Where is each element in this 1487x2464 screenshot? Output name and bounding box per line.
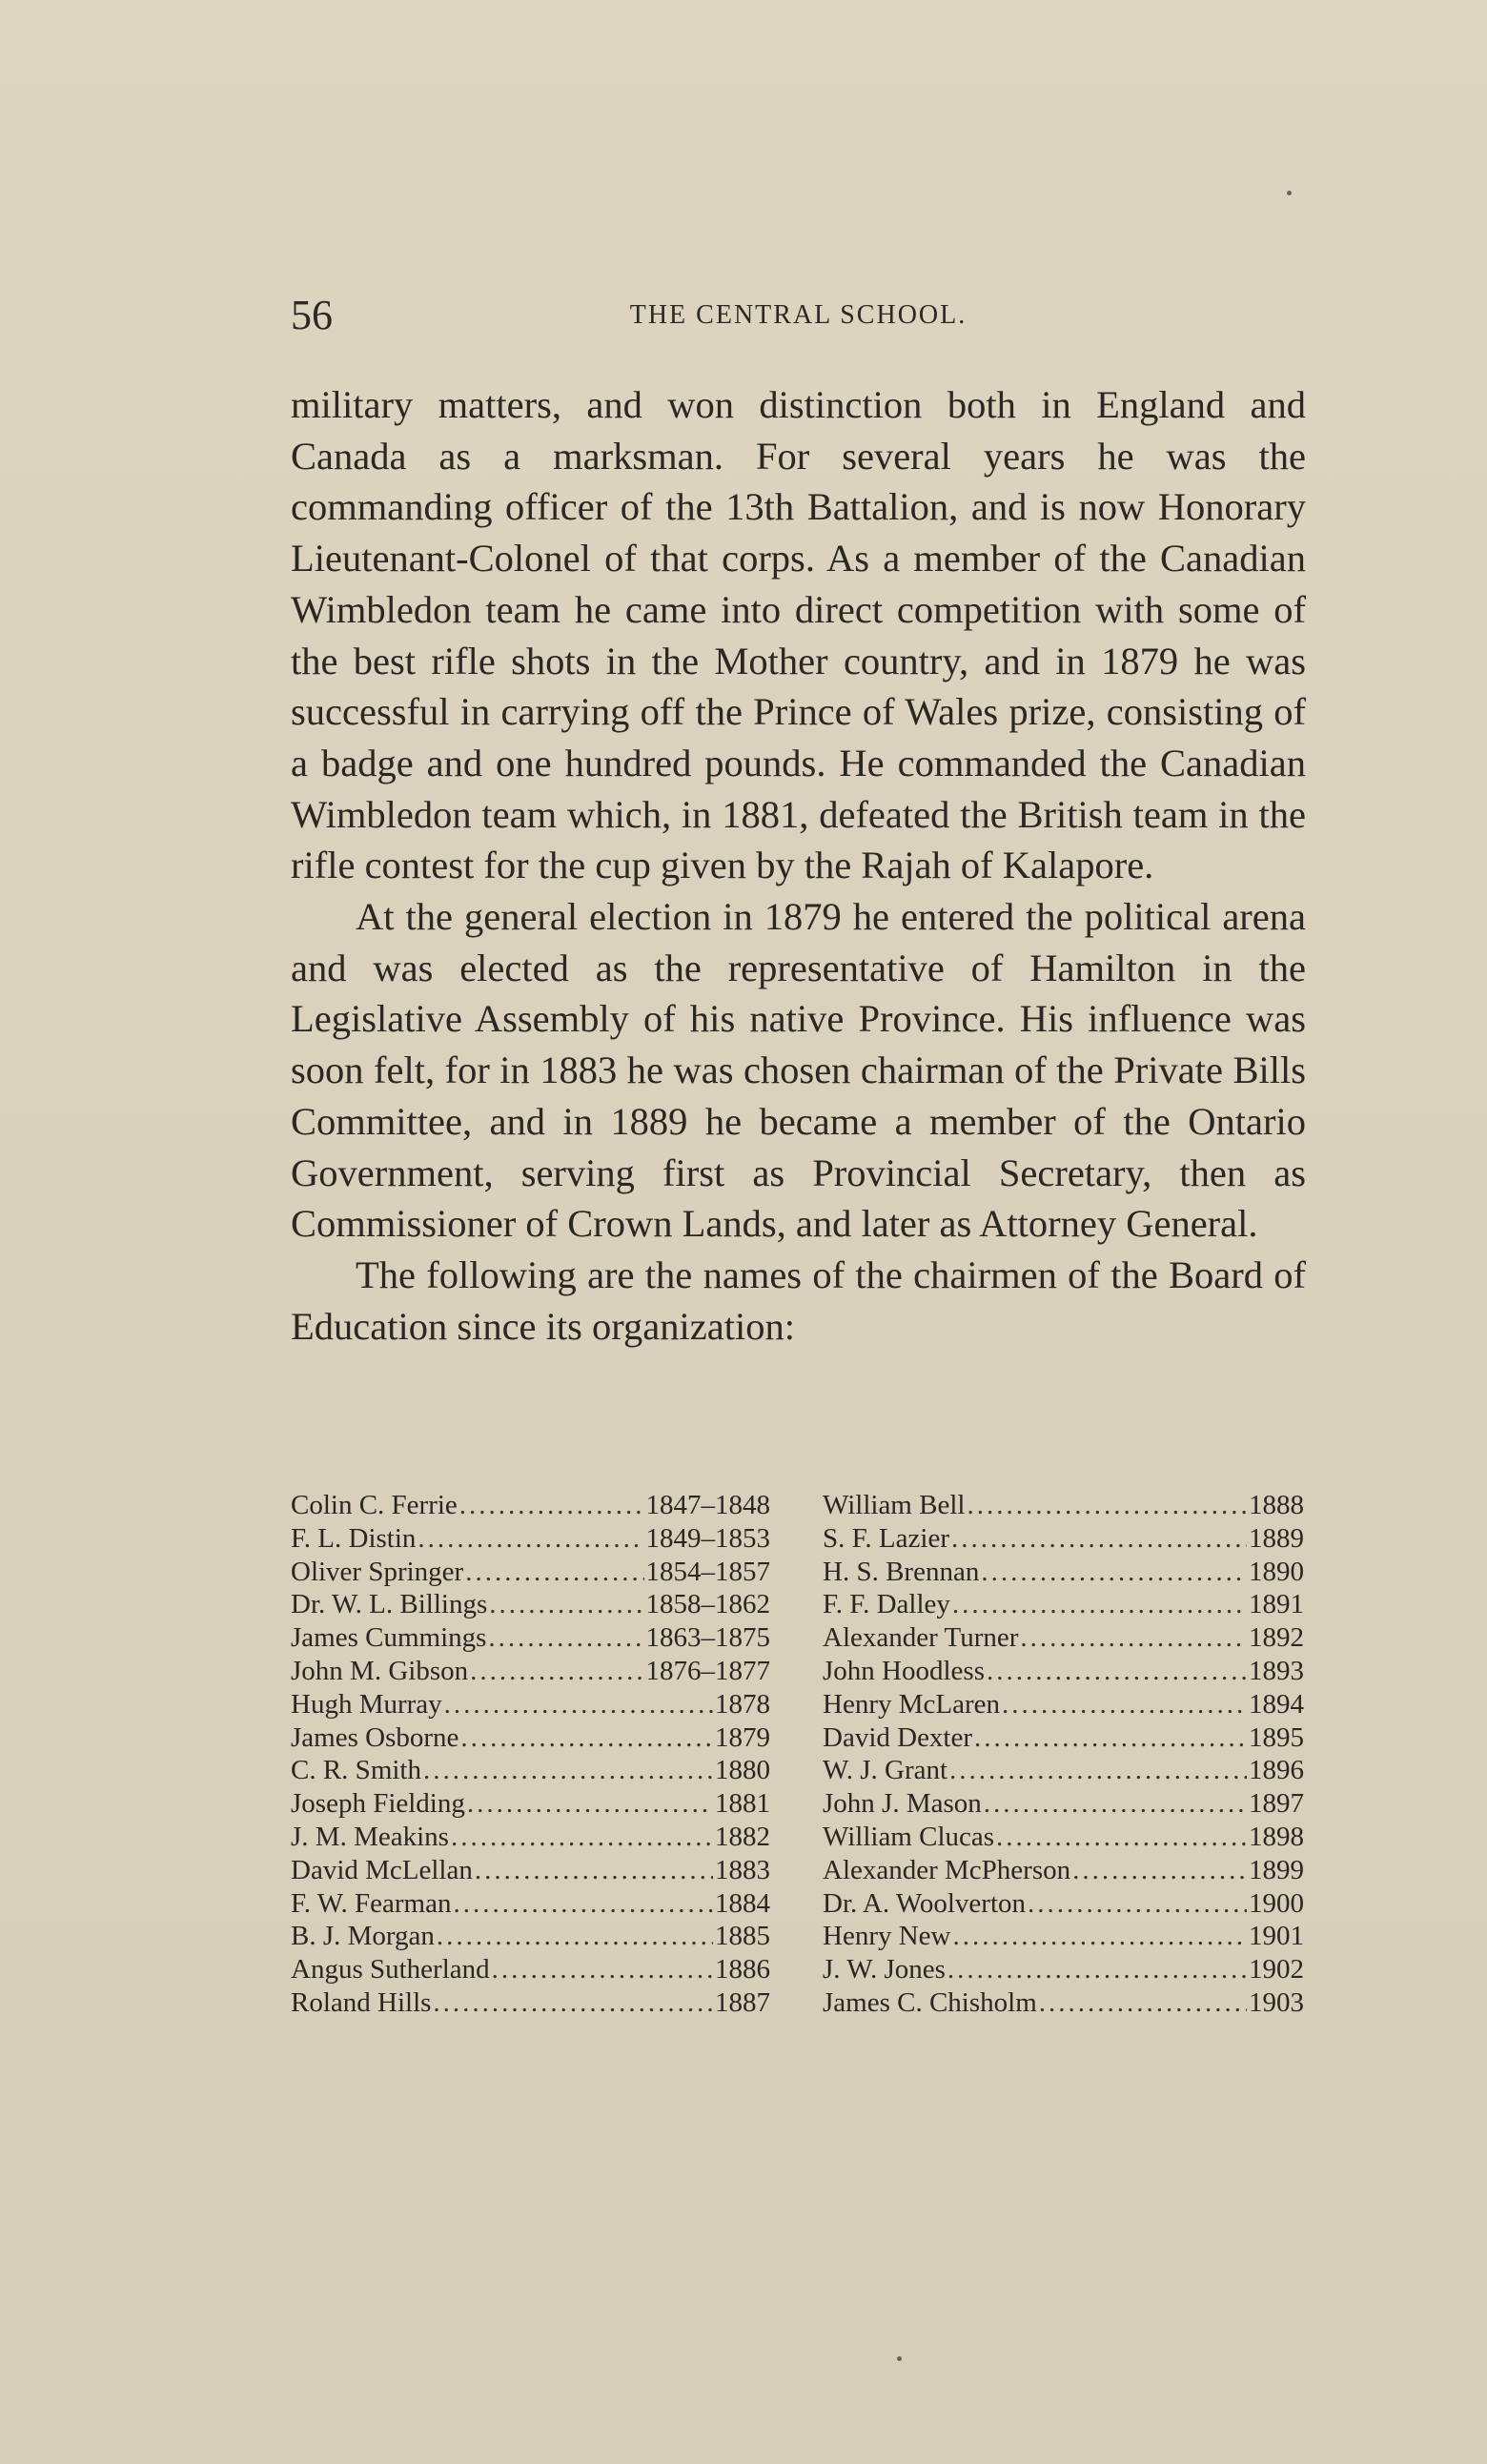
chairman-years: 1899	[1249, 1854, 1304, 1885]
dot-leader	[459, 1489, 644, 1522]
dot-leader	[453, 1887, 713, 1921]
chairman-entry	[291, 1821, 770, 1854]
chairman-name: Colin C. Ferrie	[291, 1490, 458, 1520]
paragraph: At the general election in 1879 he entered the political arena and was elected as the representative of Hamilton in the Legislative Assembly of his native Province. His influence was soon felt, for in 1883 he was chosen chairman of the Private Bills Committee, and in 1889 he became a member of the Ontario Government, serving first as Provincial Secretary, then as Commissioner of Crown Lands, and later as Attorney General.	[291, 895, 1306, 1246]
dot-leader	[996, 1821, 1247, 1854]
chairman-entry	[823, 1854, 1304, 1887]
chairman-entry	[291, 1721, 770, 1755]
chairman-name: S. F. Lazier	[823, 1522, 949, 1554]
chairman-years: 1902	[1249, 1954, 1304, 1985]
chairman-entry	[823, 1621, 1304, 1655]
chairman-name: Henry McLaren	[823, 1688, 1000, 1720]
chairman-years: 1849–1853	[645, 1522, 770, 1554]
dot-leader	[470, 1655, 643, 1688]
chairman-years: 1885	[715, 1921, 770, 1952]
chairman-years: 1887	[715, 1986, 770, 2018]
dot-leader	[475, 1854, 713, 1887]
chairman-name: Alexander Turner	[823, 1622, 1019, 1654]
chairman-name: F. L. Distin	[291, 1522, 417, 1554]
chairman-years: 1900	[1249, 1887, 1304, 1919]
chairman-name: Angus Sutherland	[291, 1954, 490, 1985]
chairman-years: 1893	[1249, 1655, 1304, 1686]
chairman-entry	[291, 1754, 770, 1787]
chairman-entry	[291, 1787, 770, 1821]
chairman-entry	[823, 1920, 1304, 1953]
paragraph: The following are the names of the chairmen of the Board of Education since its organization:	[291, 1252, 1306, 1348]
chairman-entry	[823, 1821, 1304, 1854]
chairman-years: 1863–1875	[645, 1622, 770, 1654]
chairman-name: John Hoodless	[823, 1655, 985, 1686]
chairman-name: F. W. Fearman	[291, 1887, 452, 1919]
chairman-entry	[823, 1787, 1304, 1821]
dot-leader	[974, 1721, 1247, 1755]
dot-leader	[984, 1787, 1247, 1821]
chairman-name: H. S. Brennan	[823, 1556, 980, 1587]
dot-leader	[952, 1588, 1247, 1621]
dot-leader	[1002, 1688, 1247, 1721]
chairman-years: 1847–1848	[645, 1490, 770, 1520]
chairman-name: Roland Hills	[291, 1986, 432, 2018]
chairman-years: 1892	[1249, 1622, 1304, 1654]
running-title: THE CENTRAL SCHOOL.	[629, 300, 968, 330]
chairman-years: 1854–1857	[645, 1556, 770, 1587]
chairman-entry	[291, 1953, 770, 1986]
chairman-years: 1876–1877	[645, 1655, 770, 1686]
chairmen-column-left	[291, 1489, 770, 2020]
dot-leader	[1039, 1986, 1247, 2020]
chairman-entry	[291, 1556, 770, 1589]
dot-leader	[981, 1556, 1247, 1589]
chairman-years: 1894	[1249, 1688, 1304, 1720]
dot-leader	[492, 1953, 713, 1986]
chairman-entry	[291, 1489, 770, 1522]
chairman-years: 1878	[715, 1688, 770, 1720]
chairman-entry	[291, 1655, 770, 1688]
dot-leader	[1028, 1887, 1247, 1921]
chairman-years: 1889	[1249, 1522, 1304, 1554]
chairman-years: 1884	[715, 1887, 770, 1919]
chairmen-column-right	[823, 1489, 1304, 2020]
dot-leader	[444, 1688, 713, 1721]
chairman-years: 1883	[715, 1854, 770, 1885]
chairman-entry	[823, 1986, 1304, 2020]
chairman-entry	[291, 1986, 770, 2020]
dot-leader	[433, 1986, 713, 2020]
chairman-years: 1879	[715, 1721, 770, 1753]
chairman-years: 1903	[1249, 1986, 1304, 2018]
chairman-name: James Osborne	[291, 1721, 459, 1753]
dot-leader	[423, 1754, 713, 1787]
chairman-name: Joseph Fielding	[291, 1788, 465, 1820]
dot-leader	[947, 1953, 1247, 1986]
dot-leader	[987, 1655, 1247, 1688]
page-number: 56	[291, 292, 333, 338]
chairman-years: 1858–1862	[645, 1589, 770, 1620]
dot-leader	[437, 1920, 713, 1953]
dot-leader	[418, 1522, 643, 1556]
dot-leader	[489, 1588, 643, 1621]
chairman-entry	[823, 1721, 1304, 1755]
body-text	[291, 379, 1306, 1352]
chairman-years: 1901	[1249, 1921, 1304, 1952]
chairman-entry	[291, 1522, 770, 1556]
chairman-entry	[823, 1953, 1304, 1986]
chairman-years: 1891	[1249, 1589, 1304, 1620]
chairman-entry	[291, 1887, 770, 1921]
dot-leader	[949, 1754, 1247, 1787]
chairman-entry	[823, 1556, 1304, 1589]
chairman-name: Dr. W. L. Billings	[291, 1589, 488, 1620]
chairman-entry	[291, 1688, 770, 1721]
chairman-name: Dr. A. Woolverton	[823, 1887, 1027, 1919]
chairman-name: Oliver Springer	[291, 1556, 464, 1587]
chairman-name: B. J. Morgan	[291, 1921, 435, 1952]
dot-leader	[1020, 1621, 1247, 1655]
chairman-name: J. M. Meakins	[291, 1821, 449, 1852]
chairman-entry	[823, 1754, 1304, 1787]
chairman-entry	[823, 1588, 1304, 1621]
chairman-years: 1886	[715, 1954, 770, 1985]
chairman-years: 1895	[1249, 1721, 1304, 1753]
chairman-name: F. F. Dalley	[823, 1589, 950, 1620]
chairman-name: John M. Gibson	[291, 1655, 469, 1686]
chairman-years: 1880	[715, 1755, 770, 1786]
chairman-entry	[823, 1655, 1304, 1688]
dot-leader	[460, 1721, 713, 1755]
chairman-years: 1888	[1249, 1490, 1304, 1520]
chairman-name: J. W. Jones	[823, 1954, 946, 1985]
dot-leader	[467, 1787, 713, 1821]
chairman-entry	[823, 1887, 1304, 1921]
chairman-entry	[291, 1621, 770, 1655]
dot-leader	[451, 1821, 713, 1854]
dot-leader	[465, 1556, 643, 1589]
dot-leader	[952, 1920, 1247, 1953]
chairman-entry	[823, 1522, 1304, 1556]
chairman-name: James Cummings	[291, 1622, 487, 1654]
chairman-entry	[291, 1588, 770, 1621]
chairman-entry	[823, 1688, 1304, 1721]
chairman-name: William Bell	[823, 1490, 966, 1520]
chairman-name: John J. Mason	[823, 1788, 982, 1820]
dot-leader	[951, 1522, 1247, 1556]
chairman-entry	[291, 1854, 770, 1887]
dot-leader	[1072, 1854, 1247, 1887]
dot-leader	[967, 1489, 1247, 1522]
chairman-name: David Dexter	[823, 1721, 973, 1753]
chairman-years: 1898	[1249, 1821, 1304, 1852]
chairman-name: Alexander McPherson	[823, 1854, 1071, 1885]
chairman-years: 1896	[1249, 1755, 1304, 1786]
chairman-years: 1881	[715, 1788, 770, 1820]
chairman-name: W. J. Grant	[823, 1755, 948, 1786]
chairman-name: Hugh Murray	[291, 1688, 442, 1720]
chairman-years: 1882	[715, 1821, 770, 1852]
dot-leader	[488, 1621, 643, 1655]
running-head	[291, 291, 1306, 348]
paper-speck	[897, 2356, 902, 2361]
chairman-entry	[291, 1920, 770, 1953]
chairman-name: C. R. Smith	[291, 1755, 421, 1786]
chairman-name: William Clucas	[823, 1821, 995, 1852]
chairman-years: 1890	[1249, 1556, 1304, 1587]
paragraph: military matters, and won distinction both in England and Canada as a marksman. For several years he was the commanding officer of the 13th Battalion, and is now Honorary Lieutenant-Colonel of that corps. As a member of the Canadian Wimbledon team he came into direct competition with some of the best rifle shots in the Mother country, and in 1879 he was successful in carrying off the Prince of Wales prize, consisting of a badge and one hundred pounds. He commanded the Canadian Wimbledon team which, in 1881, defeated the British team in the rifle contest for the cup given by the Rajah of Kalapore.	[291, 383, 1306, 887]
chairman-years: 1897	[1249, 1788, 1304, 1820]
paper-speck	[1287, 191, 1292, 195]
chairman-name: Henry New	[823, 1921, 951, 1952]
chairman-name: David McLellan	[291, 1854, 473, 1885]
chairman-name: James C. Chisholm	[823, 1986, 1037, 2018]
chairman-entry	[823, 1489, 1304, 1522]
